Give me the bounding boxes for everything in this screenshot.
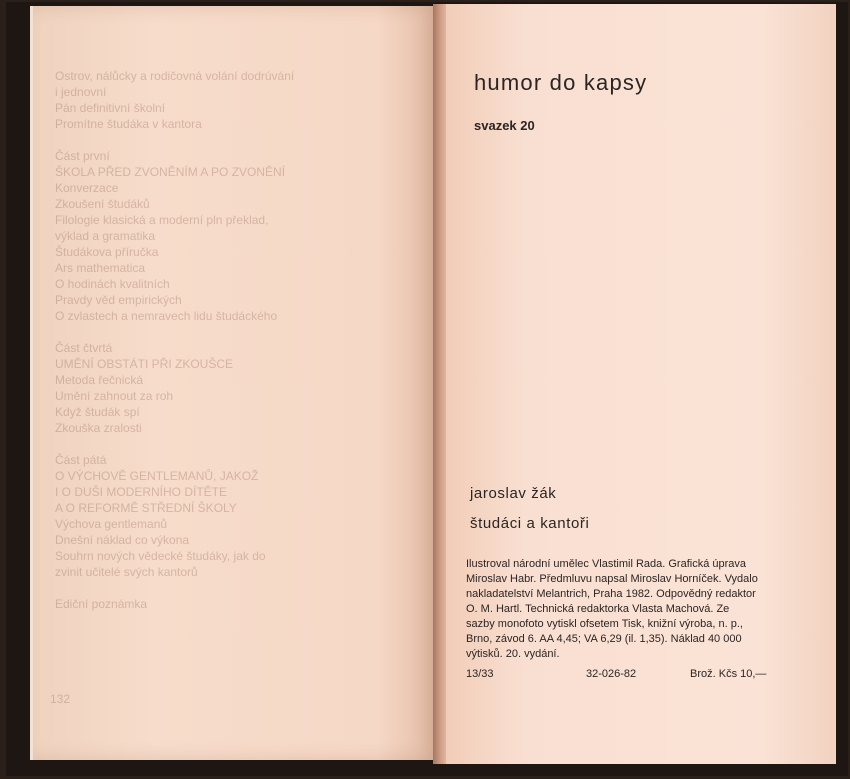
bleed-line: O VÝCHOVĚ GENTLEMANŮ, JAKOŽ (55, 469, 259, 483)
imprint-block (466, 557, 784, 662)
bleed-line: I O DUŠI MODERNÍHO DÍTĚTE (55, 485, 228, 499)
imprint-line: Ilustroval národní umělec Vlastimil Rada. Grafická úprava (466, 558, 747, 570)
bleed-line: UMĚNÍ OBSTÁTI PŘI ZKOUŠCE (55, 357, 234, 371)
bleed-line: ŠKOLA PŘED ZVONĚNÍM A PO ZVONĚNÍ (55, 165, 286, 179)
imprint-line: sazby monofoto vytiskl ofsetem Tisk, knižní výroba, n. p., (466, 618, 743, 630)
bleed-line: Výchova gentlemanů (55, 517, 168, 531)
bleed-line: Zkouška zralosti (55, 421, 142, 435)
bleed-line: Metoda řečnická (55, 373, 144, 387)
bleed-line: Zkoušení študáků (55, 197, 150, 211)
footer-code-1: 13/33 (466, 668, 494, 680)
imprint-line: nakladatelství Melantrich, Praha 1982. Odpovědný redaktor (466, 588, 756, 600)
left-page-number: 132 (50, 692, 71, 706)
bleed-line: A O REFORMĚ STŘEDNÍ ŠKOLY (55, 501, 237, 515)
series-title: humor do kapsy (474, 70, 648, 95)
bleed-line: výklad a gramatika (55, 229, 156, 243)
bleed-line: Umění zahnout za roh (55, 389, 174, 403)
bleed-line: Dnešní náklad co výkona (55, 533, 190, 547)
bleed-line: Promítne študáka v kantora (55, 117, 202, 131)
bleed-line: Študákova příručka (55, 245, 159, 259)
bleed-line: Část pátá (55, 453, 107, 467)
imprint-line: výtisků. 20. vydání. (466, 648, 560, 660)
bleed-line: Když študák spí (55, 405, 140, 419)
bleed-line: i jednovní (55, 85, 107, 99)
imprint-line: O. M. Hartl. Technická redaktorka Vlasta Machová. Ze (466, 603, 730, 615)
bleed-line: Část čtvrtá (55, 341, 113, 355)
bleed-line: Ediční poznámka (55, 597, 148, 611)
bleed-line: Část první (55, 149, 110, 163)
imprint-line: Miroslav Habr. Předmluvu napsal Miroslav Horníček. Vydalo (466, 573, 758, 585)
bleed-line: Pravdy věd empirických (55, 293, 182, 307)
volume-label: svazek 20 (474, 118, 535, 133)
bleed-line: Ars mathematica (55, 261, 146, 275)
footer-code-2: 32-026-82 (586, 668, 637, 680)
bleed-line: Ostrov, nálůcky a rodičovná volání dodrúvání (55, 69, 295, 83)
bleed-line: O zvlastech a nemravech lidu študáckého (55, 309, 278, 323)
author-name: jaroslav žák (470, 485, 557, 502)
bleed-line: O hodinách kvalitních (55, 277, 170, 291)
bleed-line: Souhrn nových vědecké študáky, jak do (55, 549, 266, 563)
bleed-line: Konverzace (55, 181, 119, 195)
bleed-line: zvinit učitelé svých kantorů (55, 565, 198, 579)
bleed-line: Pán definitivní školní (55, 101, 166, 115)
left-page-bleed-text (55, 68, 395, 612)
book-title: študáci a kantoři (470, 515, 590, 532)
bleed-line: Filologie klasická a moderní pln překlad, (55, 213, 269, 227)
footer-price: Brož. Kčs 10,— (690, 668, 767, 680)
imprint-line: Brno, závod 6. AA 4,45; VA 6,29 (il. 1,35). Náklad 40 000 (466, 633, 742, 645)
